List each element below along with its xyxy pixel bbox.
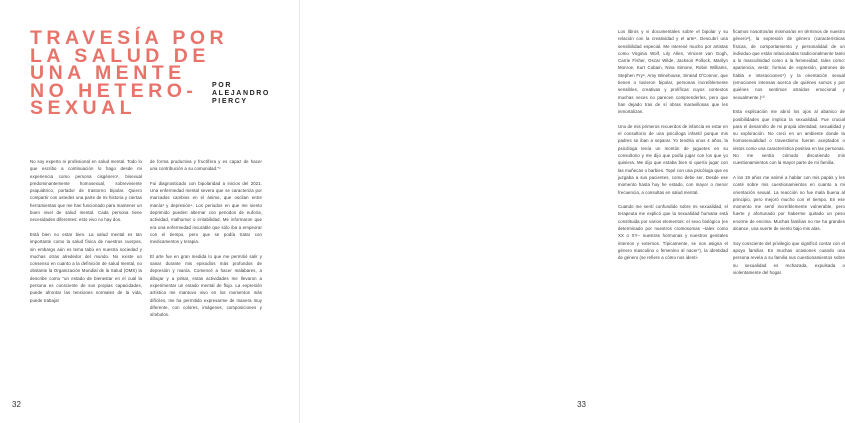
paragraph: Uno de mis primeros recuerdos de infancia es estar en el consultorio de una psicóloga infantil porque mis padres se iban a separar. Yo tendría unos 4 años, la psicóloga tenía un montón de juguetes en su consultorio y me dijo que podía jugar con los que yo quisiera. Me dijo que estaba bien si quería jugar con las muñecas o barbies. Topé con una psicóloga que es juzgaba a sus pacientes, como debe ser. Desde ese momento hasta hoy he estado, con mayor o menor frecuencia, a consultas en salud mental. [618,123,728,195]
body-column-right-2 [733,28,845,283]
paragraph: ficamos nosotros/as mismos/as en términos de nuestro género⁸), la expresión de género (características físicas, de comportamiento y personalidad de un individuo que están relacionadas tradicionalmente tanto a lo masculinidad como a la femineidad, tales como: apariencia, vestir, formas de expresión, patrones de habla e interacciones⁹) y la orientación sexual (emociones intensas acerca de quiénes somos y por quiénes nos sentimos atraídos emocional y sexualmente.)¹⁰ [733,29,845,100]
title-line: LA SALUD DE [30,44,210,67]
paragraph: El arte fue en gran medida lo que me permitió salir y sanar durante mis episodios más profundos de depresión y manía. Comencé a hacer malabares, a dibujar y a pintar, estas actividades me llevaron a experimentar un estado mental de flujo. La expresión artística me mantuvo vivo en los momentos más difíciles, me ha permitido expresarme de manera muy diferente, con colores, imágenes, composiciones y símbolos. [150,253,262,318]
page-number-left: 32 [12,400,21,409]
right-page [300,0,845,423]
title-line: NO HETERO- [30,79,198,102]
page-number-right: 33 [577,400,586,409]
paragraph: Los libros y vi documentales sobre el bipolar y su relación con la creatividad y el arte⁵. Descubrí una sensibilidad especial. Me interesé mucho por artistas como Virginia Wolf, Lily Allen, Vincent van Gogh, Carrie Fisher, Oscar Wilde, Jackson Pollock, Marilyn Monroe, Kurt Cobain, Nina Simone, Robin Williams, Stephen Fry⁶, Amy Winehouse, Sinéad O'Connor, que tienen o tuvieron bipolar, personas increíblemente sensibles, creativas y prolíficas cuyos contextos muchas veces no parecen comprenderles, pero que han dejado tras de sí obras maravillosas que les inmortalizan. [618,29,728,115]
byline-prefix: POR [212,82,232,89]
body-column-left-2 [150,158,262,326]
body-column-right-1 [618,28,728,269]
paragraph: No soy experto ni profesional en salud mental. Todo lo que escribo a continuación lo hago desde mi experiencia como persona cisgénero¹, bisexual predominantemente homosexual, sobreviviente psiquiátrico, portador de trastorno bipolar. Quiero compartir con ustedes una parte de mi historia y ciertas herramientas que me han funcionado para mantener un buen nivel de salud mental. Cada persona tiene necesidades diferentes: esto vivo no hay dos. [30,159,142,223]
paragraph: Fui diagnosticado con bipolaridad a inicios del 2021. Una enfermedad mental severa que se caracteriza por marcados cambios en el ánimo, que oscilan entre manía³ y depresión⁴. Los periodos en que me siento deprimido pueden alternar con periodos de euforia, actividad, malhumor o irritabilidad. Me informaron que era una enfermedad incurable que sólo iba a empeorar con el tiempo, pero que se podía tratar con medicamentos y terapia. [150,180,262,245]
paragraph: A los 19 años me animé a hablar con mis papás y les conté sobre mis cuestionamientos en cuanto a mi orientación sexual. La reacción no fue mala buena al principio, pero mejoró mucho con el tiempo. En ese momento me sentí increíblemente vulnerable, pero fuerte y afortunado por haberme quitado un peso enorme de encima. Muchas familias no me ha grandes alcance, una suerte de viento bajo mis alas. [733,174,845,232]
left-page [0,0,300,423]
paragraph: Esta explicación me abrió los ojos al abanico de posibilidades que implica la sexualidad. Fue crucial para el desarrollo de mi propia identidad, sexualidad y su exploración. No creci en un ambiente donde la homosexualidad o travestismo fueran aceptados o vistos como una característica positiva en las personas. No me sentía cómodo discutiendo mis cuestionamientos con la mayor parte de mi familia. [733,109,845,166]
title-line: SEXUAL [30,97,137,120]
title-line: UNA MENTE [30,62,186,85]
author-byline [212,82,270,106]
paragraph: Soy consciente del privilegio que significó contar con el apoyo familiar. En muchas ocasiones cuando una persona revela a su familia sus cuestionamientos sobre su sexualidad es rechazada, expulsada o violentamente del hogar. [733,240,845,275]
title-line: TRAVESÍA POR [30,27,229,49]
byline-surname: PIERCY [212,98,248,105]
body-column-left-1 [30,158,142,311]
paragraph: de forma productiva y fructífera y es capaz de hacer una contribución a su comunidad."² [150,159,262,172]
byline-name: ALEJANDRO [212,90,270,97]
paragraph: Está bien no estar bien. La salud mental es tan importante como la salud física de nuestros cuerpos, sin embargo aún es tema tabú en nuestra sociedad y muchas otras alrededor del mundo. No existe un consenso en cuanto a la definición de salud mental, no obstante la Organización Mundial de la Salud (OMS) la describe como "un estado de bienestar en el cual la persona es consciente de sus propias capacidades, puede afrontar las tensiones normales de la vida, puede trabajar [30,231,142,303]
paragraph: Cuando me sentí confundido sobre mi sexualidad, el terapeuta me explicó que la sexualidad humana está constituida por varios elementos: el sexo biológico (es determinado por nuestros cromosomas –tales como XX o XY– nuestras hormonas y nuestros genitales internos y externos. Típicamente, se nos asigna el género masculino o femenino al nacer⁷), la identidad de género (se refiere a cómo nos identi- [618,204,728,261]
